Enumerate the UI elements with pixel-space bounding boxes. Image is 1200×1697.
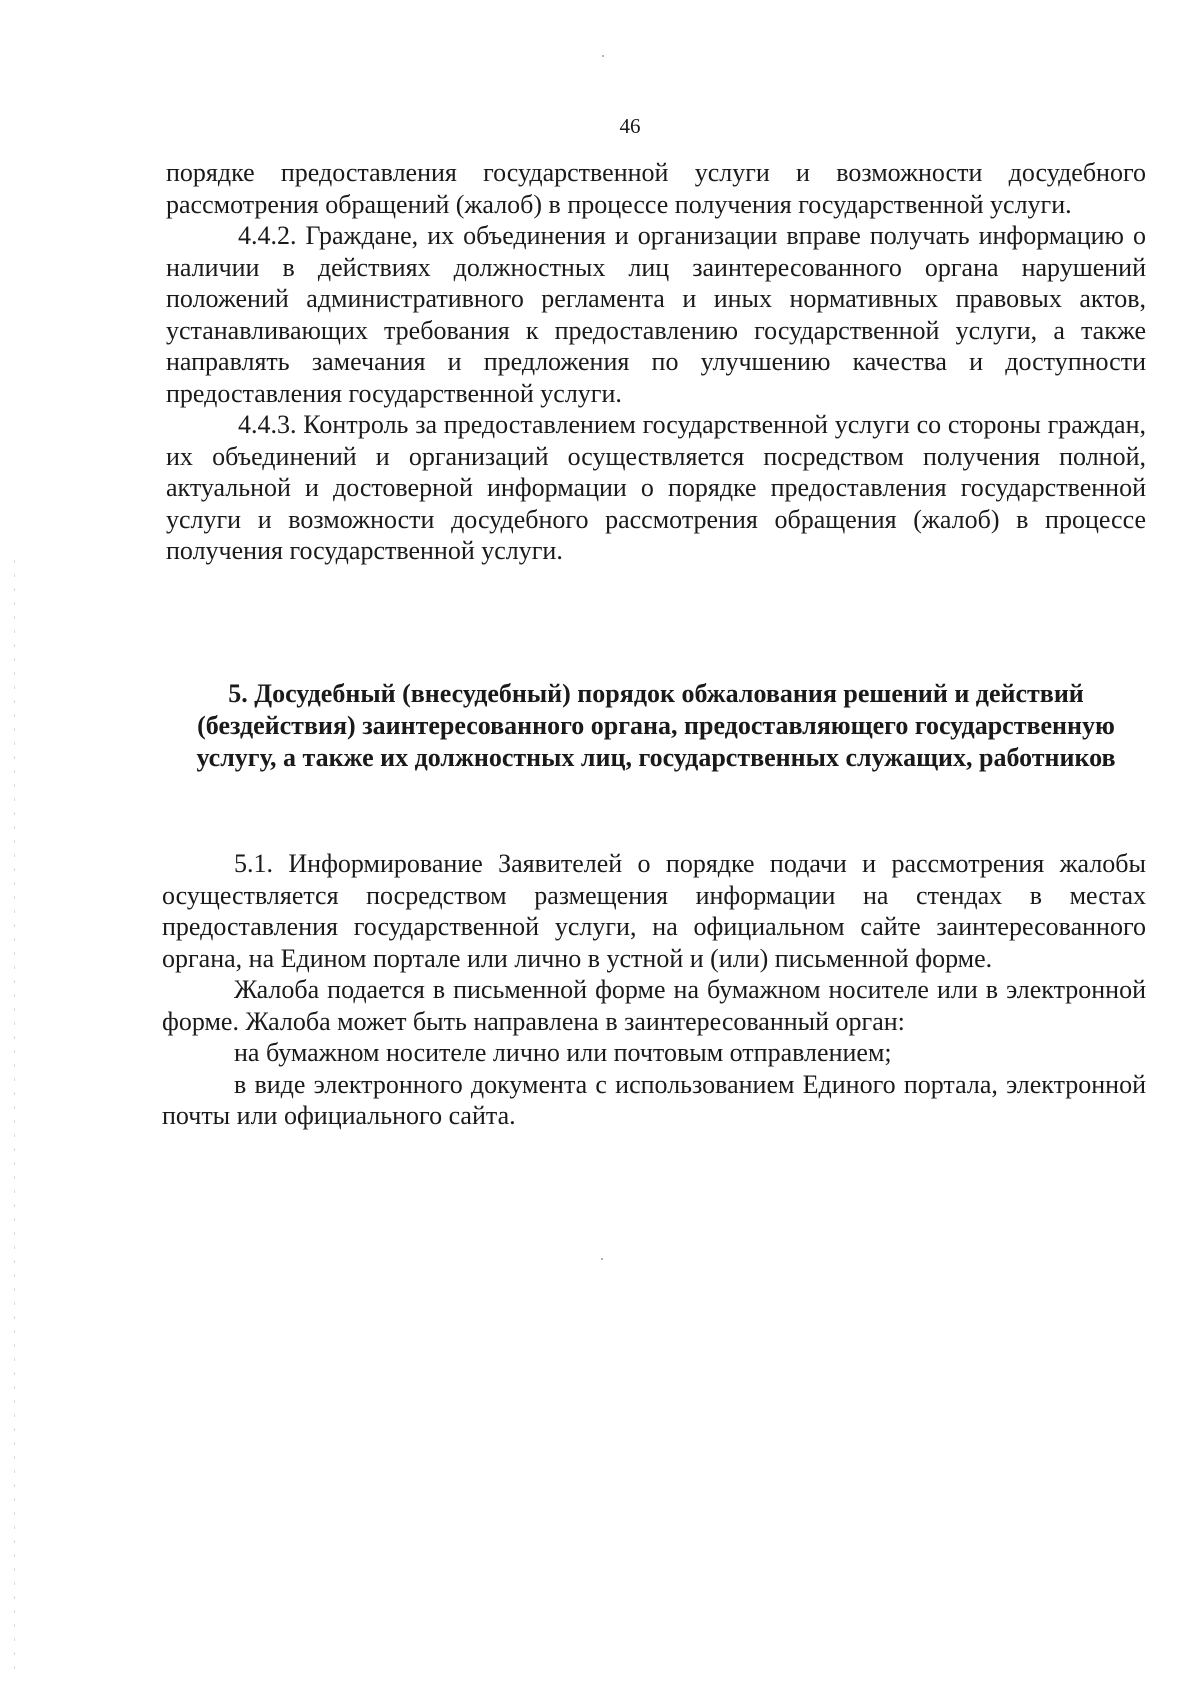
- paragraph-5-1: 5.1. Информирование Заявителей о порядке подачи и рассмотрения жалобы осуществляется посредством размещения информации на стендах в местах предоставления государственной услуги, на официальном сайте заинтересованного органа, на Едином портале или лично в устной и (или) письменной форме.: [162, 849, 1146, 973]
- paragraph-electronic-document: в виде электронного документа с использованием Единого портала, электронной почты или официального сайта.: [162, 1069, 1146, 1130]
- scan-dot-top: [602, 55, 604, 57]
- paragraph-complaint-form: Жалоба подается в письменной форме на бумажном носителе или в электронной форме. Жалоба может быть направлена в заинтересованный орган:: [162, 975, 1146, 1036]
- paragraph-continuation: порядке предоставления государственной услуги и возможности досудебного рассмотрения обращений (жалоб) в процессе получения государственной услуги.: [166, 158, 1146, 219]
- text-block-bottom: [162, 848, 1146, 1132]
- text-block-top: [166, 157, 1146, 567]
- scan-edge-artifact: [14, 560, 15, 1680]
- section-heading: 5. Досудебный (внесудебный) порядок обжалования решений и действий (бездействия) заинтересованного органа, предоставляющего государственную услугу, а также их должностных лиц, государственных служащих, работников: [196, 679, 1116, 772]
- paragraph-4-4-2: 4.4.2. Граждане, их объединения и организации вправе получать информацию о наличии в действиях должностных лиц заинтересованного органа нарушений положений административного регламента и иных нормативных правовых актов, устанавливающих требования к предоставлению государственной услуги, а также направлять замечания и предложения по улучшению качества и доступности предоставления государственной услуги.: [166, 221, 1146, 408]
- paragraph-4-4-3: 4.4.3. Контроль за предоставлением государственной услуги со стороны граждан, их объединений и организаций осуществляется посредством получения полной, актуальной и достоверной информации о порядке предоставления государственной услуги и возможности досудебного рассмотрения обращения (жалоб) в процессе получения государственной услуги.: [166, 410, 1146, 565]
- scan-dot-bottom: [601, 1258, 603, 1260]
- paragraph-paper-medium: на бумажном носителе лично или почтовым отправлением;: [234, 1038, 892, 1067]
- page-number: 46: [619, 114, 641, 138]
